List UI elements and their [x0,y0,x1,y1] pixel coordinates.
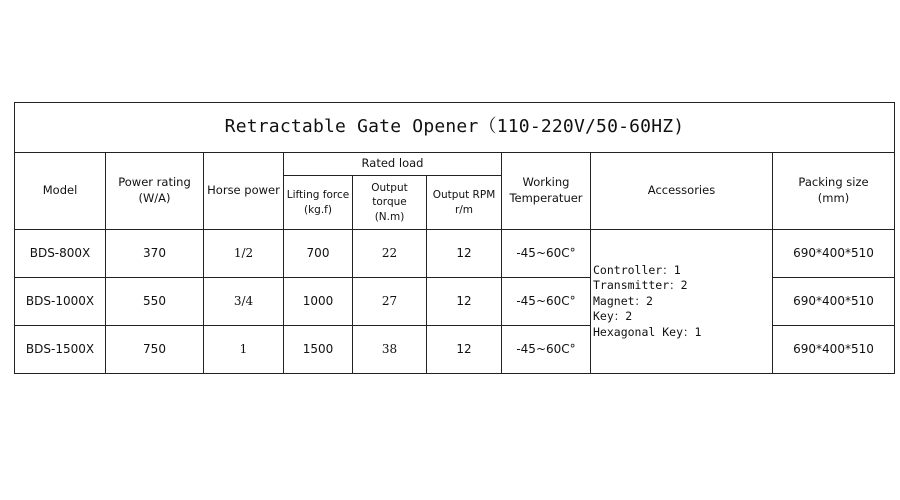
accessory-item: Hexagonal Key：1 [593,324,702,339]
cell-model: BDS-800X [15,230,106,278]
header-working-temp: Working Temperatuer [502,153,591,230]
table-row [15,230,895,278]
cell-working-temp: -45~60C° [502,326,591,374]
cell-lifting-force: 1000 [284,278,353,326]
header-lifting-force: Lifting force (kg.f) [284,176,353,230]
cell-output-torque: 27 [353,278,427,326]
header-output-torque: Output torque (N.m) [353,176,427,230]
cell-output-rpm: 12 [427,326,502,374]
cell-horse-power: 1/2 [204,230,284,278]
accessory-item: Key：2 [593,309,633,324]
accessory-item: Transmitter：2 [593,278,688,293]
cell-packing-size: 690*400*510 [773,278,895,326]
cell-output-torque: 22 [353,230,427,278]
cell-working-temp: -45~60C° [502,230,591,278]
accessory-item: Controller：1 [593,262,681,277]
cell-horse-power: 3/4 [204,278,284,326]
header-horse-power: Horse power [204,153,284,230]
header-power-rating: Power rating (W/A) [106,153,204,230]
table-title: Retractable Gate Opener（110-220V/50-60HZ) [15,103,895,153]
cell-lifting-force: 700 [284,230,353,278]
accessory-item: Magnet：2 [593,293,653,308]
cell-output-rpm: 12 [427,278,502,326]
header-packing-size: Packing size (mm) [773,153,895,230]
header-rated-load: Rated load [284,153,502,176]
accessories-list [591,230,773,374]
header-accessories: Accessories [591,153,773,230]
header-model: Model [15,153,106,230]
cell-power: 550 [106,278,204,326]
cell-output-rpm: 12 [427,230,502,278]
cell-working-temp: -45~60C° [502,278,591,326]
cell-packing-size: 690*400*510 [773,230,895,278]
cell-power: 750 [106,326,204,374]
cell-model: BDS-1500X [15,326,106,374]
cell-horse-power: 1 [204,326,284,374]
cell-power: 370 [106,230,204,278]
cell-packing-size: 690*400*510 [773,326,895,374]
cell-lifting-force: 1500 [284,326,353,374]
spec-table [14,102,895,374]
cell-output-torque: 38 [353,326,427,374]
cell-model: BDS-1000X [15,278,106,326]
header-output-rpm: Output RPM r/m [427,176,502,230]
